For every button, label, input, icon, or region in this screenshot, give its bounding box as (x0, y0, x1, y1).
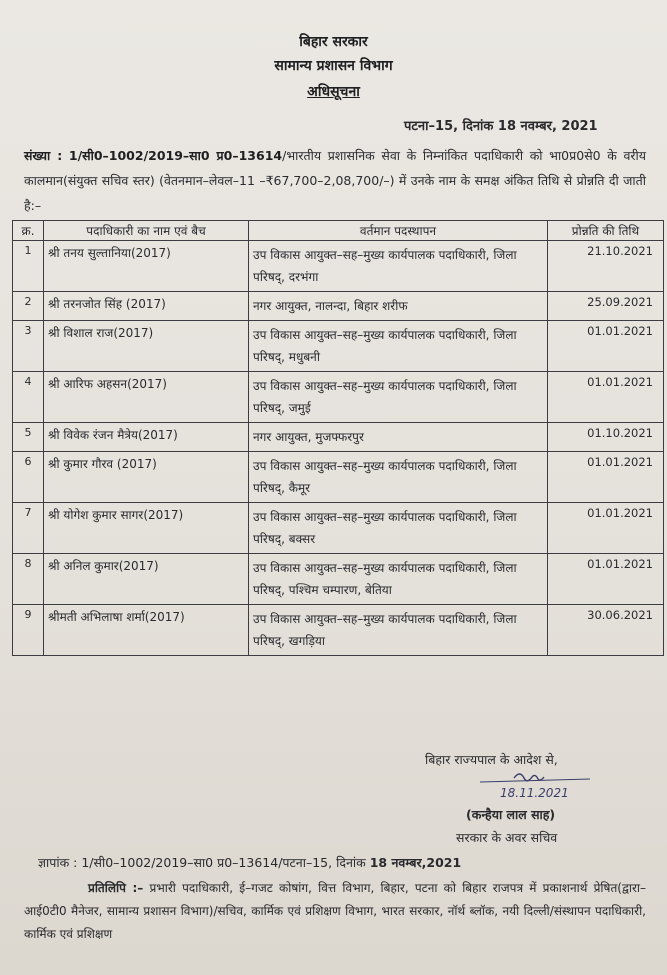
row-promotion-date: 30.06.2021 (548, 605, 664, 656)
header-posting: वर्तमान पदस्थापन (249, 221, 548, 241)
table-row (13, 452, 664, 503)
row-promotion-date: 01.01.2021 (548, 321, 664, 372)
table-row (13, 372, 664, 423)
row-posting: नगर आयुक्त, नालन्दा, बिहार शरीफ (249, 292, 548, 321)
department-heading: सामान्य प्रशासन विभाग (274, 58, 393, 74)
table-row (13, 292, 664, 321)
row-serial: 1 (13, 241, 44, 292)
row-officer-name: श्री अनिल कुमार(2017) (44, 554, 249, 605)
row-serial: 9 (13, 605, 44, 656)
memo-label: ज्ञापांक : (38, 855, 78, 870)
table-row (13, 554, 664, 605)
row-posting: उप विकास आयुक्त–सह–मुख्य कार्यपालक पदाधिकारी, जिला परिषद्, जमुई (249, 372, 548, 423)
row-officer-name: श्री कुमार गौरव (2017) (44, 452, 249, 503)
copy-label: प्रतिलिपि :– (88, 881, 144, 895)
row-officer-name: श्री विशाल राज(2017) (44, 321, 249, 372)
place-date: पटना–15, दिनांक 18 नवम्बर, 2021 (404, 119, 598, 134)
notification-heading: अधिसूचना (307, 84, 360, 100)
row-posting: उप विकास आयुक्त–सह–मुख्य कार्यपालक पदाधिकारी, जिला परिषद्, कैमूर (249, 452, 548, 503)
table-row (13, 423, 664, 452)
memo-number: 1/सी0–1002/2019–सा0 प्र0–13614/पटना–15, दिनांक (81, 855, 366, 870)
row-serial: 3 (13, 321, 44, 372)
table-row (13, 605, 664, 656)
row-officer-name: श्री तनय सुल्तानिया(2017) (44, 241, 249, 292)
handwritten-signature (470, 768, 620, 800)
row-officer-name: श्री विवेक रंजन मैत्रेय(2017) (44, 423, 249, 452)
table-header-row (13, 221, 664, 241)
row-posting: उप विकास आयुक्त–सह–मुख्य कार्यपालक पदाधिकारी, जिला परिषद्, मधुबनी (249, 321, 548, 372)
row-officer-name: श्री योगेश कुमार सागर(2017) (44, 503, 249, 554)
row-promotion-date: 01.01.2021 (548, 503, 664, 554)
governor-order-line: बिहार राज्यपाल के आदेश से, (425, 752, 558, 767)
row-promotion-date: 21.10.2021 (548, 241, 664, 292)
promotion-table (12, 220, 664, 656)
row-serial: 7 (13, 503, 44, 554)
row-serial: 8 (13, 554, 44, 605)
memo-date: 18 नवम्बर,2021 (369, 855, 462, 870)
row-promotion-date: 01.01.2021 (548, 554, 664, 605)
intro-number: 1/सी0–1002/2019–सा0 प्र0–13614 (68, 148, 283, 163)
signatory-name: (कन्हैया लाल साह) (466, 807, 556, 822)
memo-line (38, 854, 461, 871)
row-promotion-date: 25.09.2021 (548, 292, 664, 321)
row-serial: 6 (13, 452, 44, 503)
row-officer-name: श्री आरिफ अहसन(2017) (44, 372, 249, 423)
government-heading: बिहार सरकार (299, 34, 368, 50)
intro-paragraph (24, 143, 646, 218)
row-serial: 2 (13, 292, 44, 321)
row-officer-name: श्री तरनजोत सिंह (2017) (44, 292, 249, 321)
row-serial: 5 (13, 423, 44, 452)
row-posting: उप विकास आयुक्त–सह–मुख्य कार्यपालक पदाधिकारी, जिला परिषद्, खगड़िया (249, 605, 548, 656)
signature-date: 18.11.2021 (500, 786, 569, 800)
copy-text: प्रभारी पदाधिकारी, ई–गजट कोषांग, वित्त विभाग, बिहार, पटना को बिहार राजपत्र में प्रकाशनार्थ प्रेषित(द्वारा–आई0टी0 मैनेजर, सामान्य प्रशासन विभाग)/सचिव, कार्मिक एवं प्रशिक्षण विभाग, भारत सरकार, नॉर्थ ब्लॉक, नयी दिल्ली/संस्थापन पदाधिकारी, कार्मिक एवं प्रशिक्षण (24, 881, 647, 941)
row-posting: उप विकास आयुक्त–सह–मुख्य कार्यपालक पदाधिकारी, जिला परिषद्, पश्चिम चम्पारण, बेतिया (249, 554, 548, 605)
copy-paragraph (24, 877, 646, 946)
header-serial: क्र. (13, 221, 44, 241)
row-promotion-date: 01.10.2021 (548, 423, 664, 452)
row-posting: नगर आयुक्त, मुजफ्फरपुर (249, 423, 548, 452)
intro-text: /भारतीय प्रशासनिक सेवा के निम्नांकित पदाधिकारी को भा0प्र0से0 के वरीय कालमान(संयुक्त सचिव स्तर) (वेतनमान–लेवल–11 –₹67,700–2,08,700/–) में उनके नाम के समक्ष अंकित तिथि से प्रोन्नति दी जाती है:– (24, 148, 646, 213)
row-serial: 4 (13, 372, 44, 423)
row-promotion-date: 01.01.2021 (548, 372, 664, 423)
row-posting: उप विकास आयुक्त–सह–मुख्य कार्यपालक पदाधिकारी, जिला परिषद्, बक्सर (249, 503, 548, 554)
row-posting: उप विकास आयुक्त–सह–मुख्य कार्यपालक पदाधिकारी, जिला परिषद्, दरभंगा (249, 241, 548, 292)
table-row (13, 503, 664, 554)
row-promotion-date: 01.01.2021 (548, 452, 664, 503)
table-row (13, 241, 664, 292)
row-officer-name: श्रीमती अभिलाषा शर्मा(2017) (44, 605, 249, 656)
header-name: पदाधिकारी का नाम एवं बैच (44, 221, 249, 241)
table-row (13, 321, 664, 372)
signatory-designation: सरकार के अवर सचिव (456, 830, 558, 845)
header-date: प्रोन्नति की तिथि (548, 221, 664, 241)
intro-label: संख्या : (24, 148, 63, 163)
